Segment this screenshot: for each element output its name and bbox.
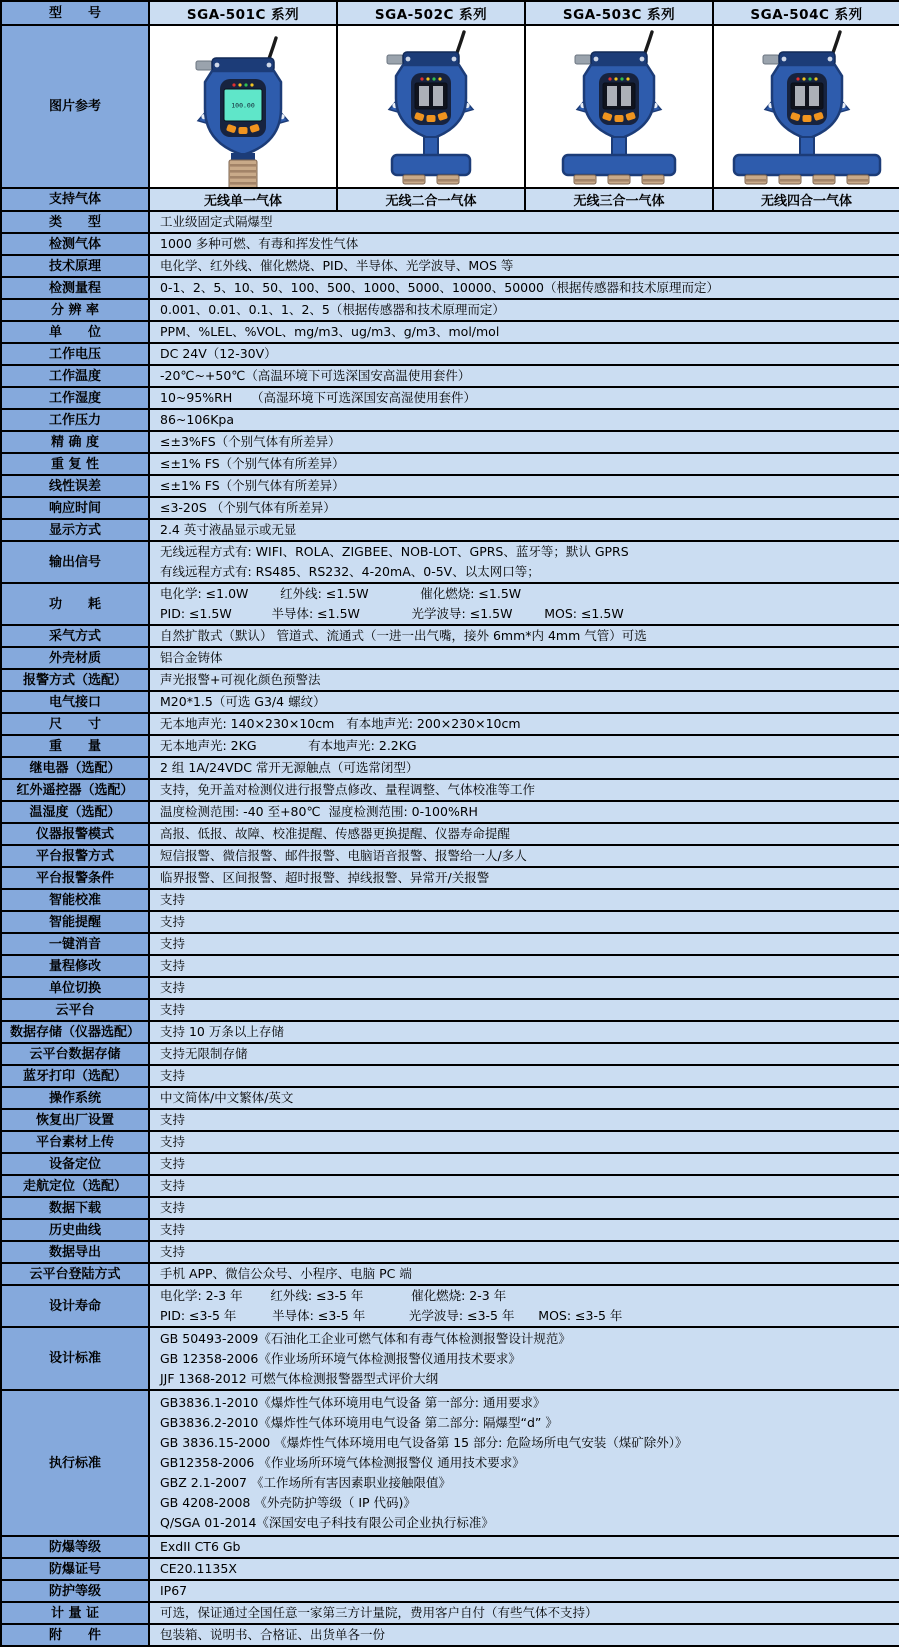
spec-label: 防爆等级 <box>1 1536 149 1558</box>
spec-value-line: 可选，保证通过全国任意一家第三方计量院，费用客户自付（有些气体不支持） <box>160 1605 598 1620</box>
spec-value-line: PID: ≤3-5 年 半导体: ≤3-5 年 光学波导: ≤3-5 年 MOS: ≤3-5 年 <box>160 1308 623 1323</box>
svg-text:100.00: 100.00 <box>231 101 255 110</box>
spec-value-line: 支持 <box>160 936 186 951</box>
spec-value <box>149 801 899 823</box>
spec-value <box>149 431 899 453</box>
supported-gas-label: 支持气体 <box>1 188 149 211</box>
spec-row <box>1 801 899 823</box>
spec-row <box>1 713 899 735</box>
spec-value <box>149 779 899 801</box>
device-image-sga502c <box>337 25 525 188</box>
spec-row <box>1 1197 899 1219</box>
spec-label: 响应时间 <box>1 497 149 519</box>
device-image-sga503c <box>525 25 713 188</box>
spec-label: 重 量 <box>1 735 149 757</box>
spec-row <box>1 735 899 757</box>
spec-label: 一键消音 <box>1 933 149 955</box>
spec-value <box>149 999 899 1021</box>
spec-row <box>1 845 899 867</box>
spec-row <box>1 1390 899 1536</box>
spec-value-line: 支持 <box>160 1200 186 1215</box>
spec-value-line: 无本地声光: 2KG 有本地声光: 2.2KG <box>160 738 417 753</box>
spec-row <box>1 1109 899 1131</box>
spec-row <box>1 691 899 713</box>
spec-row <box>1 255 899 277</box>
spec-row <box>1 1327 899 1390</box>
spec-value <box>149 497 899 519</box>
spec-row <box>1 1219 899 1241</box>
spec-row <box>1 343 899 365</box>
supported-gas-sga501c: 无线单一气体 <box>149 188 337 211</box>
spec-row <box>1 541 899 583</box>
spec-value-line: 支持 <box>160 1002 186 1017</box>
supported-gas-sga502c: 无线二合一气体 <box>337 188 525 211</box>
spec-value <box>149 845 899 867</box>
spec-value <box>149 757 899 779</box>
spec-label: 技术原理 <box>1 255 149 277</box>
spec-value-line: GB3836.1-2010《爆炸性气体环境用电气设备 第一部分: 通用要求》 <box>160 1395 546 1410</box>
spec-value-line: ≤±3%FS（个别气体有所差异） <box>160 434 341 449</box>
spec-label: 单位切换 <box>1 977 149 999</box>
spec-row <box>1 1021 899 1043</box>
spec-row <box>1 1175 899 1197</box>
gas-detector-illustration <box>338 26 524 187</box>
spec-value-line: M20*1.5（可选 G3/4 螺纹） <box>160 694 326 709</box>
spec-value <box>149 387 899 409</box>
spec-label: 设计标准 <box>1 1327 149 1390</box>
spec-row <box>1 1241 899 1263</box>
spec-label: 仪器报警模式 <box>1 823 149 845</box>
spec-row <box>1 999 899 1021</box>
spec-row <box>1 955 899 977</box>
spec-value-line: 短信报警、微信报警、邮件报警、电脑语音报警、报警给一人/多人 <box>160 848 527 863</box>
spec-value <box>149 519 899 541</box>
spec-value <box>149 1285 899 1327</box>
spec-value-line: -20℃~+50℃（高温环境下可选深国安高温使用套件） <box>160 368 471 383</box>
spec-row <box>1 669 899 691</box>
spec-value-line: GBZ 2.1-2007 《工作场所有害因素职业接触限值》 <box>160 1475 451 1490</box>
gas-detector-illustration <box>150 26 336 187</box>
spec-value <box>149 1043 899 1065</box>
spec-label: 工作湿度 <box>1 387 149 409</box>
spec-value <box>149 867 899 889</box>
spec-value <box>149 541 899 583</box>
spec-label: 工作电压 <box>1 343 149 365</box>
spec-value-line: 铝合金铸体 <box>160 650 223 665</box>
spec-value <box>149 583 899 625</box>
image-row-label: 图片参考 <box>1 25 149 188</box>
spec-row <box>1 1131 899 1153</box>
spec-value-line: 支持 10 万条以上存储 <box>160 1024 284 1039</box>
spec-value-line: 工业级固定式隔爆型 <box>160 214 273 229</box>
spec-label: 防护等级 <box>1 1580 149 1602</box>
spec-row <box>1 1602 899 1624</box>
spec-label: 工作温度 <box>1 365 149 387</box>
spec-row <box>1 277 899 299</box>
spec-value-line: 支持 <box>160 1178 186 1193</box>
spec-row <box>1 779 899 801</box>
spec-row <box>1 321 899 343</box>
spec-value <box>149 713 899 735</box>
spec-label: 显示方式 <box>1 519 149 541</box>
spec-value <box>149 1580 899 1602</box>
image-row <box>1 25 899 188</box>
gas-detector-illustration <box>526 26 712 187</box>
spec-value <box>149 1131 899 1153</box>
spec-label: 设备定位 <box>1 1153 149 1175</box>
spec-value-line: 86~106Kpa <box>160 412 235 427</box>
spec-label: 云平台 <box>1 999 149 1021</box>
spec-value <box>149 1065 899 1087</box>
spec-label: 重 复 性 <box>1 453 149 475</box>
spec-row <box>1 1153 899 1175</box>
spec-value-line: 临界报警、区间报警、超时报警、掉线报警、异常开/关报警 <box>160 870 490 885</box>
spec-value-line: 无本地声光: 140×230×10cm 有本地声光: 200×230×10cm <box>160 716 521 731</box>
spec-row <box>1 867 899 889</box>
spec-value <box>149 211 899 233</box>
spec-value <box>149 1087 899 1109</box>
spec-label: 量程修改 <box>1 955 149 977</box>
spec-value <box>149 1021 899 1043</box>
model-name-sga501c: SGA-501C 系列 <box>149 1 337 25</box>
spec-row <box>1 453 899 475</box>
spec-value <box>149 343 899 365</box>
spec-row <box>1 409 899 431</box>
spec-value <box>149 669 899 691</box>
spec-value <box>149 233 899 255</box>
model-name-sga503c: SGA-503C 系列 <box>525 1 713 25</box>
spec-label: 继电器（选配） <box>1 757 149 779</box>
spec-value-line: 10~95%RH （高湿环境下可选深国安高湿使用套件） <box>160 390 476 405</box>
spec-label: 采气方式 <box>1 625 149 647</box>
model-name-sga504c: SGA-504C 系列 <box>713 1 899 25</box>
spec-value-line: 支持 <box>160 914 186 929</box>
supported-gas-sga504c: 无线四合一气体 <box>713 188 899 211</box>
spec-value <box>149 1558 899 1580</box>
spec-value <box>149 255 899 277</box>
spec-value-line: 支持 <box>160 892 186 907</box>
spec-value-line: 2.4 英寸液晶显示或无显 <box>160 522 297 537</box>
spec-row <box>1 431 899 453</box>
spec-value-line: 支持 <box>160 1068 186 1083</box>
spec-value-line: 自然扩散式（默认） 管道式、流通式（一进一出气嘴，接外 6mm*内 4mm 气管）可选 <box>160 628 647 643</box>
spec-value <box>149 1263 899 1285</box>
spec-value <box>149 735 899 757</box>
spec-row <box>1 299 899 321</box>
spec-label: 计 量 证 <box>1 1602 149 1624</box>
spec-value <box>149 933 899 955</box>
spec-value <box>149 1536 899 1558</box>
spec-label: 蓝牙打印（选配） <box>1 1065 149 1087</box>
spec-value <box>149 475 899 497</box>
spec-label: 数据下载 <box>1 1197 149 1219</box>
spec-row <box>1 1263 899 1285</box>
spec-row <box>1 1065 899 1087</box>
spec-value <box>149 1175 899 1197</box>
spec-label: 平台素材上传 <box>1 1131 149 1153</box>
spec-value <box>149 823 899 845</box>
supported-gas-row <box>1 188 899 211</box>
spec-row <box>1 583 899 625</box>
spec-row <box>1 1536 899 1558</box>
spec-value-line: ExdII CT6 Gb <box>160 1539 241 1554</box>
spec-value-line: 无线远程方式有: WIFI、ROLA、ZIGBEE、NOB-LOT、GPRS、蓝牙等；默认 GPRS <box>160 544 629 559</box>
spec-value-line: 0.001、0.01、0.1、1、2、5（根据传感器和技术原理而定） <box>160 302 505 317</box>
model-label: 型 号 <box>1 1 149 25</box>
spec-value-line: 支持 <box>160 1222 186 1237</box>
spec-row <box>1 211 899 233</box>
spec-label: 云平台登陆方式 <box>1 1263 149 1285</box>
spec-label: 设计寿命 <box>1 1285 149 1327</box>
model-name-sga502c: SGA-502C 系列 <box>337 1 525 25</box>
spec-value-line: 中文简体/中文繁体/英文 <box>160 1090 294 1105</box>
spec-label: 外壳材质 <box>1 647 149 669</box>
spec-label: 数据导出 <box>1 1241 149 1263</box>
spec-value-line: GB 3836.15-2000 《爆炸性气体环境用电气设备第 15 部分: 危险场所电气安装（煤矿除外）》 <box>160 1435 688 1450</box>
spec-value-line: 包装箱、说明书、合格证、出货单各一份 <box>160 1627 386 1642</box>
spec-value <box>149 1624 899 1646</box>
spec-value-line: 高报、低报、故障、校准提醒、传感器更换提醒、仪器寿命提醒 <box>160 826 511 841</box>
spec-value-line: 温度检测范围: -40 至+80℃ 湿度检测范围: 0-100%RH <box>160 804 478 819</box>
spec-value <box>149 409 899 431</box>
device-image-sga504c <box>713 25 899 188</box>
spec-value <box>149 321 899 343</box>
spec-value-line: 电化学: 2-3 年 红外线: ≤3-5 年 催化燃烧: 2-3 年 <box>160 1288 507 1303</box>
spec-label: 红外遥控器（选配） <box>1 779 149 801</box>
spec-row <box>1 911 899 933</box>
gas-detector-illustration <box>714 26 899 187</box>
spec-row <box>1 387 899 409</box>
spec-rows-container <box>1 211 899 1646</box>
spec-value-line: PID: ≤1.5W 半导体: ≤1.5W 光学波导: ≤1.5W MOS: ≤1.5W <box>160 606 624 621</box>
spec-row <box>1 475 899 497</box>
spec-row <box>1 889 899 911</box>
spec-value <box>149 299 899 321</box>
spec-value <box>149 1327 899 1390</box>
spec-value <box>149 1153 899 1175</box>
spec-row <box>1 1043 899 1065</box>
spec-value-line: 声光报警+可视化颜色预警法 <box>160 672 321 687</box>
spec-row <box>1 519 899 541</box>
spec-value-line: 支持 <box>160 1134 186 1149</box>
spec-label: 工作压力 <box>1 409 149 431</box>
spec-value-line: GB3836.2-2010《爆炸性气体环境用电气设备 第二部分: 隔爆型“d” 》 <box>160 1415 558 1430</box>
header-row <box>1 1 899 25</box>
spec-value-line: ≤3-20S （个别气体有所差异） <box>160 500 336 515</box>
spec-label: 精 确 度 <box>1 431 149 453</box>
spec-label: 报警方式（选配） <box>1 669 149 691</box>
spec-value <box>149 647 899 669</box>
spec-value-line: GB 4208-2008 《外壳防护等级（ IP 代码)》 <box>160 1495 416 1510</box>
spec-value <box>149 277 899 299</box>
spec-value-line: GB 12358-2006《作业场所环境气体检测报警仪通用技术要求》 <box>160 1350 521 1366</box>
spec-value <box>149 1241 899 1263</box>
spec-label: 历史曲线 <box>1 1219 149 1241</box>
spec-row <box>1 497 899 519</box>
spec-row <box>1 647 899 669</box>
spec-value-line: Q/SGA 01-2014《深国安电子科技有限公司企业执行标准》 <box>160 1515 494 1530</box>
spec-label: 恢复出厂设置 <box>1 1109 149 1131</box>
spec-value-line: 支持 <box>160 1112 186 1127</box>
spec-label: 附 件 <box>1 1624 149 1646</box>
spec-label: 检测气体 <box>1 233 149 255</box>
spec-row <box>1 625 899 647</box>
spec-value <box>149 1197 899 1219</box>
spec-value-line: 0-1、2、5、10、50、100、500、1000、5000、10000、50000（根据传感器和技术原理而定） <box>160 280 720 295</box>
spec-label: 输出信号 <box>1 541 149 583</box>
spec-value-line: JJF 1368-2012 可燃气体检测报警器型式评价大纲 <box>160 1370 439 1386</box>
spec-value-line: 支持 <box>160 1244 186 1259</box>
spec-value-line: 电化学: ≤1.0W 红外线: ≤1.5W 催化燃烧: ≤1.5W <box>160 586 522 601</box>
spec-value-line: CE20.1135X <box>160 1561 237 1576</box>
spec-row <box>1 365 899 387</box>
spec-row <box>1 1285 899 1327</box>
spec-label: 线性误差 <box>1 475 149 497</box>
spec-value <box>149 1219 899 1241</box>
spec-label: 类 型 <box>1 211 149 233</box>
spec-label: 检测量程 <box>1 277 149 299</box>
spec-value <box>149 1390 899 1536</box>
spec-label: 数据存储（仪器选配） <box>1 1021 149 1043</box>
spec-value <box>149 691 899 713</box>
spec-label: 平台报警条件 <box>1 867 149 889</box>
spec-value-line: IP67 <box>160 1583 188 1598</box>
spec-label: 分 辨 率 <box>1 299 149 321</box>
device-image-sga501c <box>149 25 337 188</box>
spec-value-line: DC 24V（12-30V） <box>160 346 277 361</box>
spec-label: 走航定位（选配） <box>1 1175 149 1197</box>
spec-value-line: 支持 <box>160 958 186 973</box>
spec-label: 执行标准 <box>1 1390 149 1536</box>
spec-label: 功 耗 <box>1 583 149 625</box>
spec-value-line: ≤±1% FS（个别气体有所差异） <box>160 456 345 471</box>
spec-value-line: 支持 <box>160 980 186 995</box>
spec-label: 智能校准 <box>1 889 149 911</box>
spec-value-line: 支持 <box>160 1156 186 1171</box>
spec-value-line: ≤±1% FS（个别气体有所差异） <box>160 478 345 493</box>
spec-row <box>1 823 899 845</box>
spec-label: 云平台数据存储 <box>1 1043 149 1065</box>
spec-row <box>1 933 899 955</box>
spec-label: 平台报警方式 <box>1 845 149 867</box>
spec-label: 尺 寸 <box>1 713 149 735</box>
spec-value <box>149 625 899 647</box>
spec-label: 单 位 <box>1 321 149 343</box>
spec-value <box>149 955 899 977</box>
spec-value-line: GB12358-2006 《作业场所环境气体检测报警仪 通用技术要求》 <box>160 1455 525 1470</box>
spec-row <box>1 977 899 999</box>
spec-value <box>149 977 899 999</box>
spec-value <box>149 911 899 933</box>
spec-value-line: 有线远程方式有: RS485、RS232、4-20mA、0-5V、以太网口等； <box>160 564 540 579</box>
spec-value-line: 电化学、红外线、催化燃烧、PID、半导体、光学波导、MOS 等 <box>160 258 514 273</box>
spec-value-line: PPM、%LEL、%VOL、mg/m3、ug/m3、g/m3、mol/mol <box>160 324 500 339</box>
spec-value <box>149 365 899 387</box>
spec-row <box>1 1580 899 1602</box>
spec-label: 智能提醒 <box>1 911 149 933</box>
spec-row <box>1 1558 899 1580</box>
spec-value-line: GB 50493-2009《石油化工企业可燃气体和有毒气体检测报警设计规范》 <box>160 1330 571 1346</box>
spec-label: 温湿度（选配） <box>1 801 149 823</box>
spec-label: 防爆证号 <box>1 1558 149 1580</box>
spec-row <box>1 1624 899 1646</box>
supported-gas-sga503c: 无线三合一气体 <box>525 188 713 211</box>
spec-row <box>1 757 899 779</box>
spec-value-line: 2 组 1A/24VDC 常开无源触点（可选常闭型） <box>160 760 419 775</box>
spec-label: 电气接口 <box>1 691 149 713</box>
spec-value-line: 1000 多种可燃、有毒和挥发性气体 <box>160 236 359 251</box>
spec-row <box>1 233 899 255</box>
spec-value-line: 支持，免开盖对检测仪进行报警点修改、量程调整、气体校准等工作 <box>160 782 536 797</box>
spec-row <box>1 1087 899 1109</box>
spec-value <box>149 889 899 911</box>
spec-value <box>149 453 899 475</box>
spec-value-line: 手机 APP、微信公众号、小程序、电脑 PC 端 <box>160 1266 412 1281</box>
spec-label: 操作系统 <box>1 1087 149 1109</box>
spec-value <box>149 1602 899 1624</box>
spec-value-line: 支持无限制存储 <box>160 1046 248 1061</box>
spec-value <box>149 1109 899 1131</box>
